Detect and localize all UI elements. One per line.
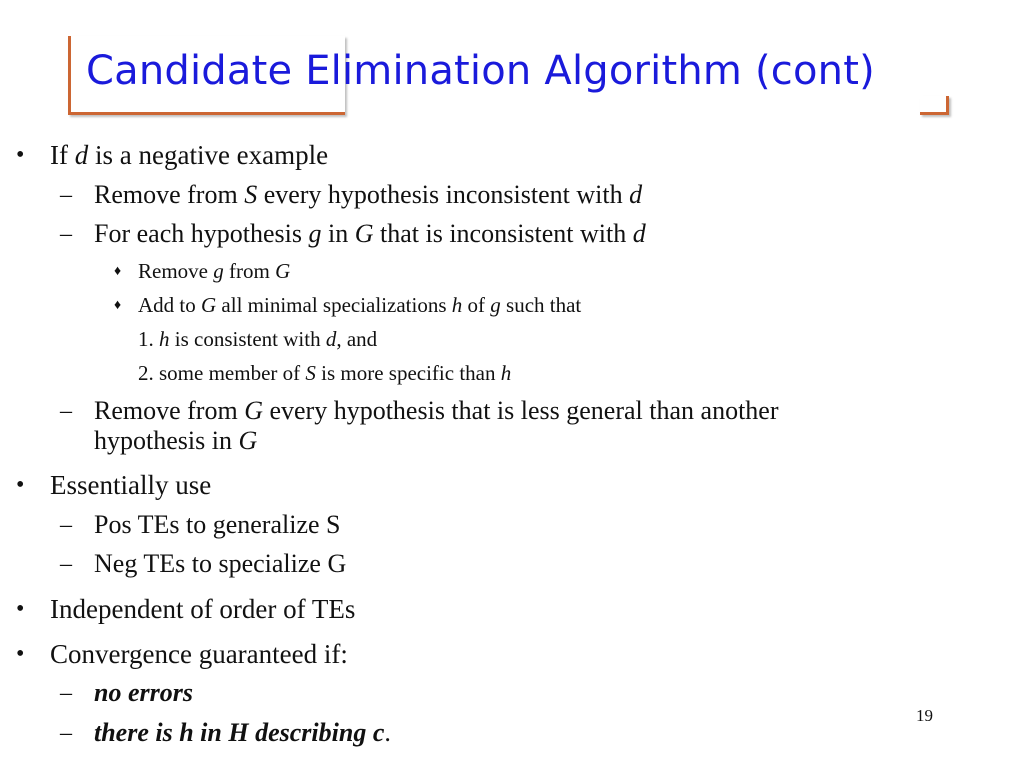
diamond-marker: ♦ — [114, 298, 122, 313]
sub-no-errors: no errors — [94, 678, 193, 707]
bullet-marker: • — [16, 641, 25, 667]
condition-2: 2. some member of S is more specific than h — [138, 361, 512, 385]
sub-remove-from-g-cont: hypothesis in G — [94, 426, 258, 455]
dash-marker: – — [60, 551, 72, 577]
sub-neg-tes: Neg TEs to specialize G — [94, 549, 347, 578]
title-frame-right-bracket — [920, 96, 949, 115]
bullet-convergence: Convergence guaranteed if: — [50, 639, 348, 669]
sub-for-each-hypothesis: For each hypothesis g in G that is inconsistent with d — [94, 219, 646, 248]
dash-marker: – — [60, 221, 72, 247]
bullet-essentially-use: Essentially use — [50, 470, 212, 500]
sub-remove-from-s: Remove from S every hypothesis inconsistent with d — [94, 180, 643, 209]
dash-marker: – — [60, 680, 72, 706]
sub-pos-tes: Pos TEs to generalize S — [94, 510, 341, 539]
tertiary-remove-g: Remove g from G — [138, 259, 291, 283]
tertiary-add-to-g: Add to G all minimal specializations h of g such that — [138, 293, 582, 317]
slide-title: Candidate Elimination Algorithm (cont) — [86, 48, 875, 94]
bullet-marker: • — [16, 472, 25, 498]
dash-marker: – — [60, 398, 72, 424]
sub-h-in-h: there is h in H describing c. — [94, 718, 391, 747]
bullet-independent-of-order: Independent of order of TEs — [50, 594, 356, 624]
page-number: 19 — [916, 706, 933, 725]
dash-marker: – — [60, 720, 72, 746]
bullet-marker: • — [16, 596, 25, 622]
dash-marker: – — [60, 512, 72, 538]
condition-1: 1. h is consistent with d, and — [138, 327, 378, 351]
dash-marker: – — [60, 182, 72, 208]
bullet-negative-example: If d is a negative example — [50, 140, 329, 170]
sub-remove-from-g: Remove from G every hypothesis that is less general than another — [94, 396, 779, 425]
diamond-marker: ♦ — [114, 264, 122, 279]
bullet-marker: • — [16, 142, 25, 168]
